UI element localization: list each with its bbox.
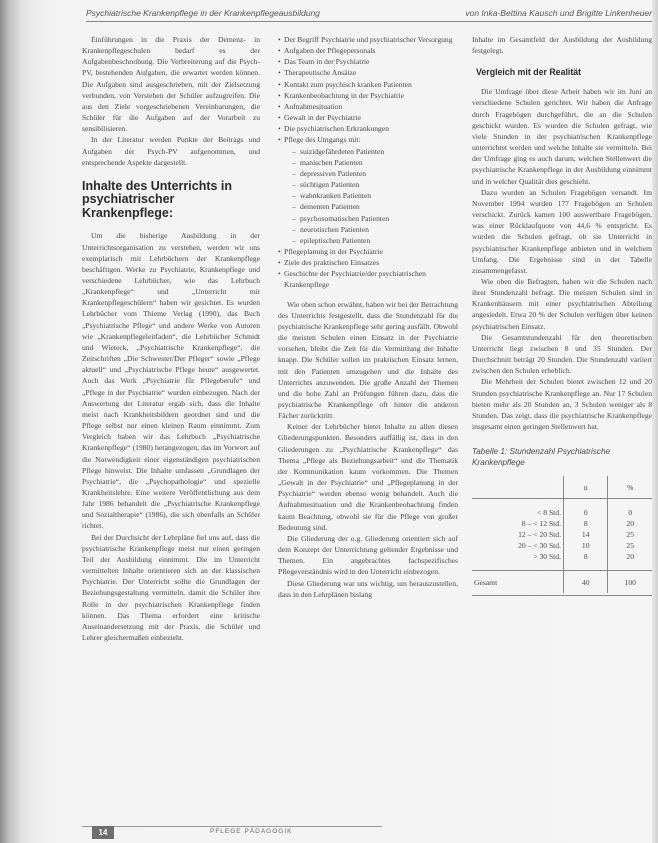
- sub-list-item: – dementen Patienten: [296, 201, 458, 212]
- sub-list: [284, 146, 458, 246]
- list-item: • Geschichte der Psychiatrie/der psychiatrischen Krankenpflege: [278, 268, 458, 290]
- sub-list-item: – neurotischen Patienten: [296, 224, 458, 235]
- paragraph: Wie oben schon erwähnt, haben wir bei der Betrachtung des Unterrichts festgestellt, dass die Stundenzahl für die psychiatrische Krankenpflege sehr gering ausfällt. Obwohl die meisten Schulen einen Einsatz in der Psychiatrie vorsehen, bleibt die Zeit für die Vermittlung der Inhalte knapp. Die Schüler sollen im praktischen Einsatz lernen, mit den Patienten umzugehen und die Inhalte des Unterrichts anzuwenden. Die große Anzahl der Themen und die hohe Zahl an Prüfungen führen dazu, dass die psychiatrische Krankenpflege oft hinter die anderen Fächer zurücktritt.: [278, 299, 458, 421]
- paragraph: Um die bisherige Ausbildung in der Unterrichtsorganisation zu verstehen, werden wir uns exemplarisch mit Lehrbüchern der Krankenpflege beschäftigen. Werke zu Psychiatrie, Krankenpflege und verschiedene Lehrbücher, wie das Lehrbuch „Krankenpflege“ und „Unterricht mit Krankenpflegeschülern“ haben wir gesichtet. Es wurden Lehrbücher vom Thieme Verlag (1990), das Buch „Psychiatrische Pflege“ und andere Werke von Autoren wie „Krankenpflegeleitfaden“, die Lehrbücher Schmidt und Wieteck, „Psychiatrische Krankenpflege“, die Zeitschriften „Die Schwester/Der Pfleger“ sowie „Pflege aktuell“ und „Psychiatrische Pflege heute“ ausgewertet. Auch das Werk „Psychiatrie für Pflegeberufe“ und „Pflege in der Psychiatrie“ wurden einbezogen. Nach der Auswertung der Literatur ergab sich, dass die Inhalte meist nach Krankheitsbildern geordnet sind und die Pflege selbst nur einen kleinen Raum einnimmt. Zum Vergleich haben wir das Lehrbuch „Psychiatrische Krankenpflege“ (1980) herangezogen, das im Vorwort auf die Notwendigkeit einer eigenständigen psychiatrischen Pflege hinweist. Die Inhalte umfassen „Grundlagen der Psychiatrie“, die „Psychopathologie“ und spezielle Krankheitslehre. Eine weitere Veröffentlichung aus dem Jahr 1986 behandelt die „Psychiatrische Krankenpflege und Sozialtherapie“ (1986), die sich ebenfalls an Schüler richtet.: [82, 231, 260, 531]
- row-n: 10: [563, 540, 607, 551]
- table-row: [472, 518, 652, 529]
- scan-edge: [652, 0, 658, 843]
- header-rule: [86, 21, 652, 22]
- sub-list-item: – psychosomatischen Patienten: [296, 213, 458, 224]
- sub-list-item: – depressiven Patienten: [296, 168, 458, 179]
- paragraph: Inhalte im Gesamtfeld der Ausbildung der Ausbildung festgelegt.: [472, 35, 652, 56]
- paragraph: Einführungen in die Praxis der Demenz- in Krankenpflegeschulen bedarf es der Aufgabenbeschreibung. Die Verbreiterung auf die Psych-PV, bestehenden Aufgaben, die erwartet werden können. Die Aufgaben sind ausgeschrieben, mit der Zielsetzung verbunden, von Verstehen der Schüler aufzugreifen. Die aus den Ziele vorgeschriebenen Vereinbarungen, die Schüler für die Aufgaben auf der Vorarbeit zu sensibilisieren.: [82, 35, 260, 134]
- sub-list-item: – wahnkranken Patienten: [296, 190, 458, 201]
- list-item: • Pflegeplanung in der Psychiatrie: [278, 246, 458, 257]
- list-item: • Die psychiatrischen Erkrankungen: [278, 123, 458, 134]
- list-item: • Therapeutische Ansätze: [278, 67, 458, 78]
- total-label: Gesamt: [472, 571, 563, 594]
- table-header-n: n: [563, 476, 607, 499]
- paragraph: Bei der Durchsicht der Lehrpläne fiel uns auf, dass die psychiatrische Krankenpflege meist nur einen geringen Teil der Ausbildung einnimmt. Die im Unterricht vermittelten Inhalte orientieren sich an der klassischen Psychiatrie. Der Unterricht sollte die Grundlagen der Beziehungsgestaltung vermitteln, damit die Schüler ihre Rolle in der psychiatrischen Krankenpflege finden können. Das Thema erfordert eine kritische Auseinandersetzung mit der Praxis, die Schüler und Lehrer gleichermaßen einbezieht.: [82, 532, 260, 642]
- row-label: 12 – < 20 Std.: [518, 530, 561, 540]
- table-row: [472, 507, 652, 518]
- list-item: • Gewalt in der Psychiatrie: [278, 112, 458, 123]
- paragraph: Diese Gliederung war uns wichtig, um herauszustellen, dass in den Lehrplänen bislang: [278, 578, 458, 599]
- hours-table: [472, 476, 652, 593]
- column-right: [472, 34, 652, 596]
- paragraph: Die Mehrheit der Schulen bietet zwischen 12 und 20 Stunden psychiatrische Krankenpflege an. Nur 17 Schulen bieten mehr als 20 Stunden an, 3 Schulen weniger als 8 Stunden. Das zeigt, dass die psychiatrische Krankenpflege insgesamt einen geringen Stellenwert hat.: [472, 377, 652, 431]
- row-pct: 0: [608, 507, 652, 518]
- list-item: • Aufnahmesituation: [278, 101, 458, 112]
- table-row: [472, 540, 652, 551]
- table-row: [472, 551, 652, 562]
- list-item: • Ziele des praktischen Einsatzes: [278, 257, 458, 268]
- section-heading: Inhalte des Unterrichts in psychiatrischer Krankenpflege:: [82, 178, 233, 220]
- row-pct: 20: [608, 518, 652, 529]
- list-item: • Der Begriff Psychiatrie und psychiatrischer Versorgung: [278, 34, 458, 45]
- row-label: > 30 Std.: [533, 552, 561, 562]
- page-number: 14: [92, 826, 114, 839]
- column-left: [82, 34, 260, 643]
- paragraph: Dazu wurden an Schulen Fragebögen versandt. Im November 1994 wurden 177 Fragebögen an Schulen verschickt. Zurück kamen 100 auswertbare Fragebögen, was einer Rücklaufquote von 44,6 % entspricht. Es wurden die Schulen gefragt, ob sie Unterricht in psychiatrischer Krankenpflege anbieten und in welchem Umfang. Die Ergebnisse sind in der Tabelle zusammengefasst.: [472, 187, 652, 275]
- table-header-row: [472, 476, 652, 499]
- row-pct: 25: [608, 529, 652, 540]
- total-pct: 100: [608, 571, 652, 594]
- sub-list-item: – suizidgefährdeten Patienten: [296, 146, 458, 157]
- paragraph: Wie oben die Befragten, haben wir die Schulen nach ihrer Stundenzahl befragt. Die meisten Schulen sind in Krankenhäusern mit einer psychiatrischen Abteilung angesiedelt. Etwa 20 % der Schulen verfügen über keinen psychiatrischen Einsatz.: [472, 276, 652, 331]
- topic-list: [278, 34, 458, 291]
- row-n: 8: [563, 551, 607, 562]
- section-heading: Vergleich mit der Realität: [476, 67, 582, 78]
- list-item: [278, 134, 458, 246]
- row-n: 14: [563, 529, 607, 540]
- row-pct: 20: [608, 551, 652, 562]
- row-label: 8 – < 12 Std.: [521, 519, 561, 529]
- table-bottom-rule: [472, 595, 652, 596]
- row-label: < 8 Std.: [537, 508, 561, 518]
- header-authors: von Inka-Bettina Kausch und Brigitte Linkenheuer: [465, 8, 652, 18]
- journal-title: PFLEGE PÄDAGOGIK: [210, 828, 293, 835]
- paragraph: Die Umfrage über diese Arbeit haben wir im Juni an verschiedene Schulen gerichtet. Wir haben die Anfrage durch Fragebögen durchgeführt, die an die Schulen geschickt wurden. Es wurden die Schulen gefragt, wie viele Stunden in der psychiatrischen Krankenpflege unterrichtet werden und welche Inhalte sie vermitteln. Bei der Umfrage ging es auch darum, welchen Stellenwert die psychiatrische Krankenpflege in der Ausbildung einnimmt und in welcher Qualität dies geschieht.: [472, 87, 652, 186]
- row-label: 20 – < 30 Std.: [518, 541, 561, 551]
- footer-rule: [82, 826, 382, 827]
- table-row: [472, 529, 652, 540]
- total-n: 40: [563, 571, 607, 594]
- list-item: • Das Team in der Psychiatrie: [278, 56, 458, 67]
- table-total-row: [472, 571, 652, 594]
- sub-list-item: – epileptischen Patienten: [296, 235, 458, 246]
- table-header-pct: %: [608, 476, 652, 499]
- header-title: Psychiatrische Krankenpflege in der Krankenpflegeausbildung: [86, 8, 320, 18]
- list-item: • Krankenbeobachtung in der Psychiatrie: [278, 90, 458, 101]
- sub-list-item: – süchtigen Patienten: [296, 179, 458, 190]
- list-item: • Aufgaben der Pflegepersonals: [278, 45, 458, 56]
- row-n: 0: [563, 507, 607, 518]
- paragraph: Keiner der Lehrbücher bietet Inhalte zu allen diesen Gliederungspunkten. Besonders auffällig ist, dass in den Gliederungen zu „Psychiatrische Krankenpflege“ das Thema „Pflege als Beziehungsarbeit“ und die Thematik der Kommunikation kaum vorkommen. Die Themen „Gewalt in der Psychiatrie“ und „Pflegeplanung in der Psychiatrie“ werden ebenso wenig behandelt. Auch die Aufnahmesituation und die Krankenbeobachtung finden kaum Beachtung, obwohl sie für die Pflege von großer Bedeutung sind.: [278, 422, 458, 532]
- table-caption: Tabelle 1: Stundenzahl Psychiatrische Krankenpflege: [472, 447, 611, 468]
- paragraph: Die Gliederung der o.g. Gliederung orientiert sich auf dem Konzept der Unterrichtung geltender Ergebnisse und Themen. Ein angebrachtes fachspezifisches Pflegeverständnis wird in den Unterricht einbezogen.: [278, 533, 458, 577]
- running-header: [86, 6, 652, 20]
- list-item: • Kontakt zum psychisch kranken Patienten: [278, 79, 458, 90]
- list-item-label: Pflege des Umgangs mit:: [284, 135, 361, 145]
- sub-list-item: – manischen Patienten: [296, 157, 458, 168]
- row-pct: 25: [608, 540, 652, 551]
- paragraph: Die Gesamtstundenzahl für den theoretischen Unterricht liegt zwischen 8 und 35 Stunden. Der Durchschnitt beträgt 20 Stunden. Die Stundenzahl variiert zwischen den Schulen erheblich.: [472, 332, 652, 376]
- column-middle: [278, 34, 458, 600]
- paragraph: In der Literatur werden Punkte der Beitrags und Aufgaben der Psych-PV aufgenommen, und entsprechende Aspekte dargestellt.: [82, 135, 260, 167]
- row-n: 8: [563, 518, 607, 529]
